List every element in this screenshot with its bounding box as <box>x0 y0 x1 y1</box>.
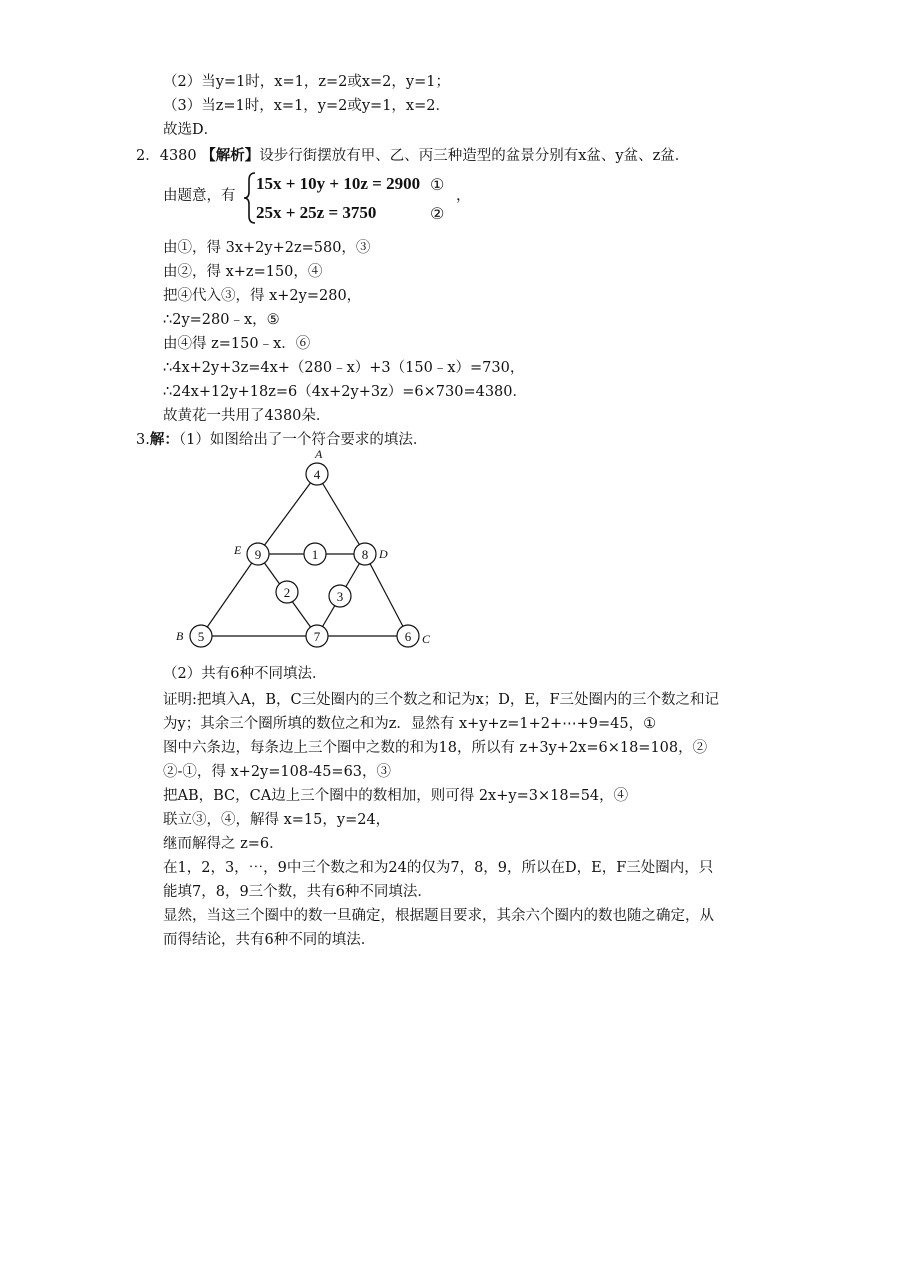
proof-line-6: 联立③，④，解得 x=15，y=24， <box>163 812 391 828</box>
problem-number: 3. <box>136 432 150 448</box>
part-2-title: （2）共有6种不同填法． <box>163 666 327 682</box>
case-2-line: （2）当y=1时，x=1，z=2或x=2，y=1； <box>163 74 450 90</box>
answer-choice-line: 故选D． <box>163 122 219 138</box>
proof-line-4: ②-①，得 x+2y=108-45=63，③ <box>163 764 392 780</box>
number-D: 8 <box>361 547 369 562</box>
edge-EB <box>201 554 258 636</box>
proof-line-11: 而得结论，共有6种不同的填法． <box>163 932 376 948</box>
number-E: 9 <box>254 547 262 562</box>
equation-2: 25x + 25z = 3750 <box>256 203 377 222</box>
step-3: 把④代入③，得 x+2y=280， <box>163 288 362 304</box>
number-bottom: 7 <box>313 629 321 644</box>
number-mid: 1 <box>311 547 319 562</box>
edge-AD <box>317 474 365 554</box>
edge-DC <box>365 554 408 636</box>
proof-line-8: 在1，2，3，⋯，9中三个数之和为24的仅为7，8，9，所以在D，E，F三处圈内，只 <box>163 860 714 876</box>
equation-2-mark: ② <box>430 204 445 223</box>
number-A: 4 <box>313 467 321 482</box>
case-3-line: （3）当z=1时，x=1，y=2或y=1，x=2． <box>163 98 450 114</box>
proof-line-10: 显然，当这三个圈中的数一旦确定，根据题目要求，其余六个圈内的数也随之确定，从 <box>163 908 714 924</box>
equation-brace <box>243 172 257 224</box>
proof-line-3: 图中六条边，每条边上三个圈中之数的和为18，所以有 z+3y+2x=6×18=108，② <box>163 740 708 756</box>
triangle-diagram <box>168 444 440 654</box>
system-lead-text: 由题意，有 <box>163 188 236 204</box>
problem-number: 2． <box>136 148 160 164</box>
equation-1: 15x + 10y + 10z = 2900 <box>256 174 421 193</box>
solution-tag: 解： <box>149 431 179 448</box>
step-4: ∴2y=280﹣x，⑤ <box>163 312 280 328</box>
step-5: 由④得 z=150﹣x．⑥ <box>163 336 311 352</box>
answer-value: 4380 <box>159 148 197 164</box>
number-B: 5 <box>197 629 205 644</box>
problem-3-intro: （1）如图给出了一个符合要求的填法． <box>178 432 428 448</box>
step-6: ∴4x+2y+3z=4x+（280﹣x）+3（150﹣x）=730， <box>163 360 525 376</box>
problem-2-intro: 设步行街摆放有甲、乙、丙三种造型的盆景分别有x盆、y盆、z盆． <box>259 148 690 164</box>
step-8: 故黄花一共用了4380朵． <box>163 408 331 424</box>
proof-line-1: 证明:把填入A，B，C三处圈内的三个数之和记为x；D，E，F三处圈内的三个数之和记 <box>163 692 720 708</box>
vertex-label-D: D <box>379 547 388 561</box>
number-right-inner: 3 <box>336 589 344 604</box>
proof-line-7: 继而解得之 z=6． <box>163 836 284 852</box>
number-left-inner: 2 <box>283 585 291 600</box>
step-7: ∴24x+12y+18z=6（4x+2y+3z）=6×730=4380． <box>163 384 527 400</box>
vertex-label-A: A <box>315 447 323 461</box>
equation-1-mark: ① <box>430 175 445 194</box>
edge-AE <box>258 474 317 554</box>
step-1: 由①，得 3x+2y+2z=580，③ <box>163 240 371 256</box>
proof-line-2: 为y；其余三个圈所填的数位之和为z．显然有 x+y+z=1+2+⋯+9=45，① <box>163 716 657 732</box>
proof-line-9: 能填7，8，9三个数，共有6种不同填法． <box>163 884 432 900</box>
problem-2-header <box>136 146 689 166</box>
vertex-label-E: E <box>234 543 242 557</box>
vertex-label-B: B <box>176 629 184 643</box>
step-2: 由②，得 x+z=150，④ <box>163 264 323 280</box>
analysis-tag: 【解析】 <box>201 147 260 164</box>
proof-line-5: 把AB，BC，CA边上三个圈中的数相加，则可得 2x+y=3×18=54，④ <box>163 788 629 804</box>
vertex-label-C: C <box>422 632 431 646</box>
number-C: 6 <box>404 629 412 644</box>
system-tail: ， <box>456 188 471 204</box>
